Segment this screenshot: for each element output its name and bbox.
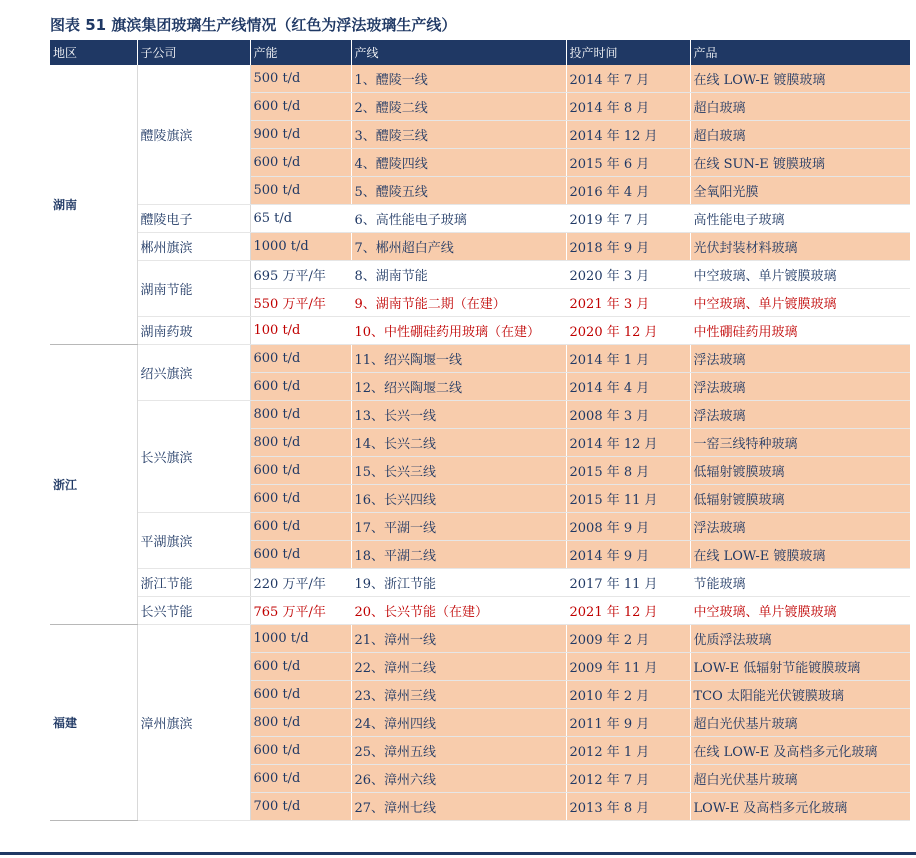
line-cell: 3、醴陵三线: [351, 121, 566, 149]
line-cell: 24、漳州四线: [351, 709, 566, 737]
line-cell: 13、长兴一线: [351, 401, 566, 429]
product-cell: 全氧阳光膜: [690, 177, 910, 205]
product-cell: 在线 LOW-E 镀膜玻璃: [690, 65, 910, 93]
product-cell: 超白玻璃: [690, 121, 910, 149]
product-cell: 浮法玻璃: [690, 401, 910, 429]
region-cell: 福建: [50, 625, 137, 821]
subsidiary-cell: 漳州旗滨: [137, 625, 250, 821]
start-date-cell: 2008 年 3 月: [566, 401, 690, 429]
start-date-cell: 2017 年 11 月: [566, 569, 690, 597]
table-row: [50, 345, 910, 373]
line-cell: 14、长兴二线: [351, 429, 566, 457]
start-date-cell: 2019 年 7 月: [566, 205, 690, 233]
line-cell: 23、漳州三线: [351, 681, 566, 709]
start-date-cell: 2014 年 9 月: [566, 541, 690, 569]
capacity-cell: 600 t/d: [250, 93, 351, 121]
table-row: [50, 625, 910, 653]
subsidiary-cell: 醴陵电子: [137, 205, 250, 233]
product-cell: 浮法玻璃: [690, 513, 910, 541]
region-cell: 浙江: [50, 345, 137, 625]
header-capacity: 产能: [250, 40, 351, 65]
header-product: 产品: [690, 40, 910, 65]
start-date-cell: 2014 年 12 月: [566, 121, 690, 149]
subsidiary-cell: 湖南节能: [137, 261, 250, 317]
start-date-cell: 2014 年 1 月: [566, 345, 690, 373]
start-date-cell: 2020 年 12 月: [566, 317, 690, 345]
line-cell: 15、长兴三线: [351, 457, 566, 485]
capacity-cell: 600 t/d: [250, 149, 351, 177]
start-date-cell: 2016 年 4 月: [566, 177, 690, 205]
line-cell: 1、醴陵一线: [351, 65, 566, 93]
product-cell: TCO 太阳能光伏镀膜玻璃: [690, 681, 910, 709]
line-cell: 7、郴州超白产线: [351, 233, 566, 261]
start-date-cell: 2012 年 7 月: [566, 765, 690, 793]
capacity-cell: 500 t/d: [250, 177, 351, 205]
product-cell: 超白光伏基片玻璃: [690, 765, 910, 793]
subsidiary-cell: 平湖旗滨: [137, 513, 250, 569]
capacity-cell: 600 t/d: [250, 681, 351, 709]
product-cell: 超白光伏基片玻璃: [690, 709, 910, 737]
capacity-cell: 765 万平/年: [250, 597, 351, 625]
product-cell: 浮法玻璃: [690, 373, 910, 401]
start-date-cell: 2008 年 9 月: [566, 513, 690, 541]
start-date-cell: 2014 年 4 月: [566, 373, 690, 401]
line-cell: 18、平湖二线: [351, 541, 566, 569]
production-line-table: [50, 40, 911, 821]
capacity-cell: 600 t/d: [250, 513, 351, 541]
start-date-cell: 2021 年 12 月: [566, 597, 690, 625]
capacity-cell: 600 t/d: [250, 345, 351, 373]
line-cell: 10、中性硼硅药用玻璃（在建）: [351, 317, 566, 345]
start-date-cell: 2015 年 6 月: [566, 149, 690, 177]
header-start-date: 投产时间: [566, 40, 690, 65]
line-cell: 17、平湖一线: [351, 513, 566, 541]
capacity-cell: 600 t/d: [250, 373, 351, 401]
table-row: [50, 597, 910, 625]
line-cell: 26、漳州六线: [351, 765, 566, 793]
capacity-cell: 600 t/d: [250, 485, 351, 513]
line-cell: 8、湖南节能: [351, 261, 566, 289]
product-cell: 节能玻璃: [690, 569, 910, 597]
table-row: [50, 65, 910, 93]
product-cell: 一窑三线特种玻璃: [690, 429, 910, 457]
capacity-cell: 800 t/d: [250, 429, 351, 457]
line-cell: 19、浙江节能: [351, 569, 566, 597]
product-cell: 中空玻璃、单片镀膜玻璃: [690, 261, 910, 289]
start-date-cell: 2015 年 11 月: [566, 485, 690, 513]
line-cell: 9、湖南节能二期（在建）: [351, 289, 566, 317]
capacity-cell: 600 t/d: [250, 541, 351, 569]
line-cell: 21、漳州一线: [351, 625, 566, 653]
product-cell: 低辐射镀膜玻璃: [690, 485, 910, 513]
header-region: 地区: [50, 40, 137, 65]
capacity-cell: 500 t/d: [250, 65, 351, 93]
subsidiary-cell: 长兴节能: [137, 597, 250, 625]
capacity-cell: 600 t/d: [250, 765, 351, 793]
start-date-cell: 2009 年 2 月: [566, 625, 690, 653]
line-cell: 22、漳州二线: [351, 653, 566, 681]
product-cell: 光伏封装材料玻璃: [690, 233, 910, 261]
capacity-cell: 600 t/d: [250, 457, 351, 485]
table-row: [50, 261, 910, 289]
table-row: [50, 569, 910, 597]
start-date-cell: 2020 年 3 月: [566, 261, 690, 289]
table-header-row: [50, 40, 910, 65]
line-cell: 11、绍兴陶堰一线: [351, 345, 566, 373]
capacity-cell: 100 t/d: [250, 317, 351, 345]
product-cell: 低辐射镀膜玻璃: [690, 457, 910, 485]
figure-title: 图表 51 旗滨集团玻璃生产线情况（红色为浮法玻璃生产线）: [50, 16, 457, 34]
table-row: [50, 513, 910, 541]
header-subsidiary: 子公司: [137, 40, 250, 65]
product-cell: 在线 LOW-E 镀膜玻璃: [690, 541, 910, 569]
region-cell: 湖南: [50, 65, 137, 345]
product-cell: 优质浮法玻璃: [690, 625, 910, 653]
header-line: 产线: [351, 40, 566, 65]
start-date-cell: 2013 年 8 月: [566, 793, 690, 821]
table-row: [50, 233, 910, 261]
subsidiary-cell: 醴陵旗滨: [137, 65, 250, 205]
line-cell: 25、漳州五线: [351, 737, 566, 765]
subsidiary-cell: 郴州旗滨: [137, 233, 250, 261]
table-row: [50, 205, 910, 233]
product-cell: 超白玻璃: [690, 93, 910, 121]
start-date-cell: 2021 年 3 月: [566, 289, 690, 317]
product-cell: 中空玻璃、单片镀膜玻璃: [690, 289, 910, 317]
product-cell: 高性能电子玻璃: [690, 205, 910, 233]
product-cell: 浮法玻璃: [690, 345, 910, 373]
start-date-cell: 2014 年 12 月: [566, 429, 690, 457]
capacity-cell: 600 t/d: [250, 737, 351, 765]
product-cell: 在线 SUN-E 镀膜玻璃: [690, 149, 910, 177]
line-cell: 16、长兴四线: [351, 485, 566, 513]
capacity-cell: 695 万平/年: [250, 261, 351, 289]
table-row: [50, 401, 910, 429]
table-row: [50, 317, 910, 345]
product-cell: LOW-E 低辐射节能镀膜玻璃: [690, 653, 910, 681]
capacity-cell: 700 t/d: [250, 793, 351, 821]
capacity-cell: 220 万平/年: [250, 569, 351, 597]
capacity-cell: 1000 t/d: [250, 625, 351, 653]
subsidiary-cell: 绍兴旗滨: [137, 345, 250, 401]
line-cell: 27、漳州七线: [351, 793, 566, 821]
footer-rule: [0, 852, 916, 855]
capacity-cell: 900 t/d: [250, 121, 351, 149]
line-cell: 5、醴陵五线: [351, 177, 566, 205]
capacity-cell: 600 t/d: [250, 653, 351, 681]
start-date-cell: 2014 年 8 月: [566, 93, 690, 121]
capacity-cell: 550 万平/年: [250, 289, 351, 317]
line-cell: 6、高性能电子玻璃: [351, 205, 566, 233]
capacity-cell: 800 t/d: [250, 709, 351, 737]
start-date-cell: 2009 年 11 月: [566, 653, 690, 681]
line-cell: 20、长兴节能（在建）: [351, 597, 566, 625]
line-cell: 2、醴陵二线: [351, 93, 566, 121]
capacity-cell: 1000 t/d: [250, 233, 351, 261]
subsidiary-cell: 湖南药玻: [137, 317, 250, 345]
start-date-cell: 2014 年 7 月: [566, 65, 690, 93]
start-date-cell: 2011 年 9 月: [566, 709, 690, 737]
capacity-cell: 800 t/d: [250, 401, 351, 429]
start-date-cell: 2010 年 2 月: [566, 681, 690, 709]
line-cell: 12、绍兴陶堰二线: [351, 373, 566, 401]
product-cell: 在线 LOW-E 及高档多元化玻璃: [690, 737, 910, 765]
line-cell: 4、醴陵四线: [351, 149, 566, 177]
capacity-cell: 65 t/d: [250, 205, 351, 233]
product-cell: LOW-E 及高档多元化玻璃: [690, 793, 910, 821]
subsidiary-cell: 长兴旗滨: [137, 401, 250, 513]
start-date-cell: 2012 年 1 月: [566, 737, 690, 765]
start-date-cell: 2018 年 9 月: [566, 233, 690, 261]
subsidiary-cell: 浙江节能: [137, 569, 250, 597]
start-date-cell: 2015 年 8 月: [566, 457, 690, 485]
product-cell: 中性硼硅药用玻璃: [690, 317, 910, 345]
product-cell: 中空玻璃、单片镀膜玻璃: [690, 597, 910, 625]
